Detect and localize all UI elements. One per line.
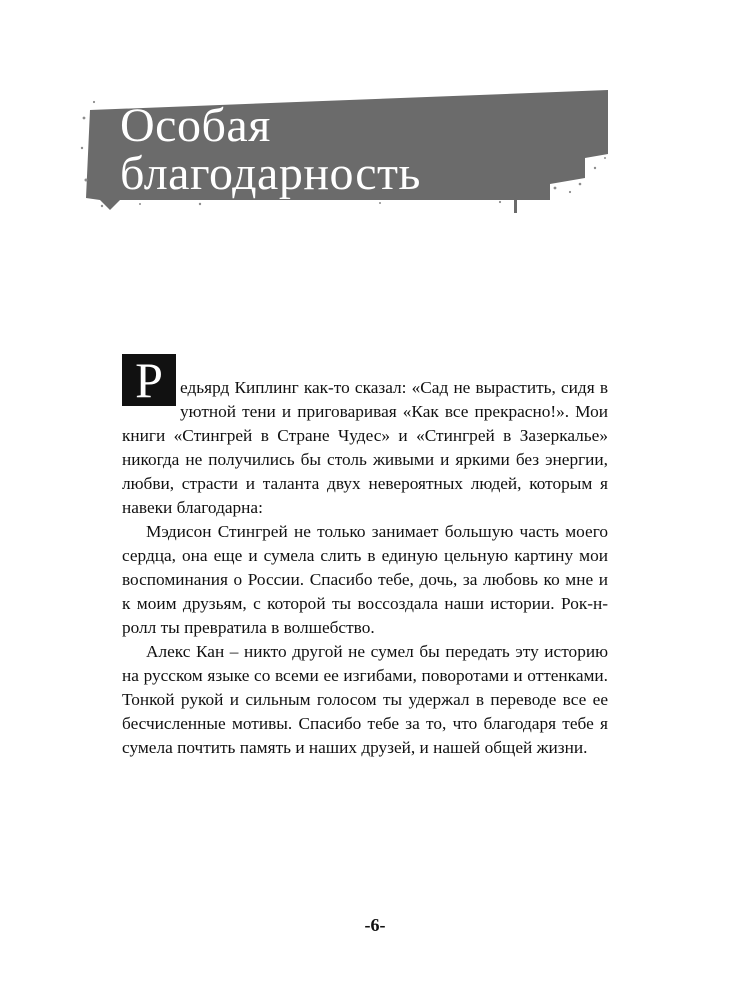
- intro-paragraph-text: едьярд Киплинг как-то сказал: «Сад не вырастить, сидя в уютной тени и приговаривая «Как все прекрасно!». Мои книги «Стингрей в Стране Чудес» и «Стингрей в Зазеркалье» никогда не получились бы столь живыми и яркими без энергии, любви, страсти и таланта двух невероятных людей, которым я навеки благодарна:: [122, 378, 608, 517]
- intro-paragraph: [122, 352, 608, 520]
- title-line-1: Особая: [120, 99, 271, 152]
- madison-paragraph: Мэдисон Стингрей не только занимает большую часть моего сердца, она еще и сумела слить в единую цельную картину мои воспоминания о России. Спасибо тебе, дочь, за любовь ко мне и к моим друзьям, с которой ты воссоздала наши истории. Рок-н-ролл ты превратила в волшебство.: [122, 522, 608, 637]
- alex-paragraph: Алекс Кан – никто другой не сумел бы передать эту историю на русском языке со всеми ее изгибами, поворотами и оттенками. Тонкой рукой и сильным голосом ты удержал в переводе все ее бесчисленные мотивы. Спасибо тебе за то, что благодаря тебе я сумела почтить память и наших друзей, и нашей общей жизни.: [122, 642, 608, 757]
- page-number: -6-: [364, 915, 386, 935]
- page-title: [120, 99, 421, 200]
- title-line-2: благодарность: [120, 147, 421, 200]
- paint-drip: [514, 196, 517, 213]
- drop-cap: Р: [122, 354, 176, 406]
- acknowledgements-text: [122, 352, 608, 760]
